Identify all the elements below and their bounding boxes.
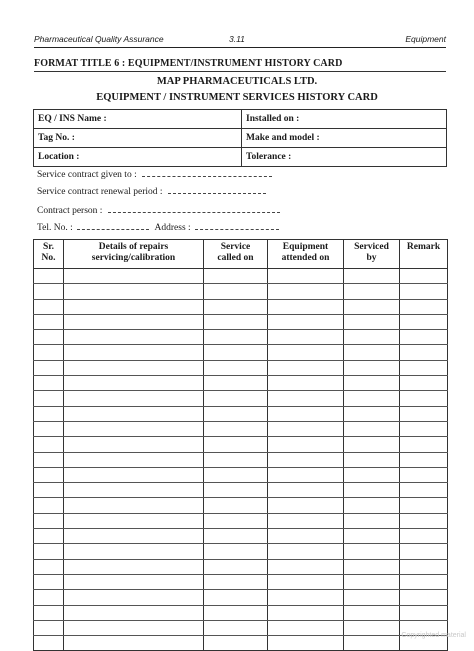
- table-cell[interactable]: [268, 544, 344, 559]
- table-cell[interactable]: [400, 559, 448, 574]
- table-cell[interactable]: [344, 544, 400, 559]
- table-cell[interactable]: [400, 330, 448, 345]
- col-header-serviced-by: [344, 240, 400, 269]
- table-cell[interactable]: [204, 529, 268, 544]
- table-cell[interactable]: [344, 406, 400, 421]
- table-row: [34, 269, 448, 284]
- table-row: [34, 452, 448, 467]
- table-cell[interactable]: [64, 559, 204, 574]
- table-cell[interactable]: [268, 376, 344, 391]
- col-header-remark: [400, 240, 448, 269]
- table-cell[interactable]: [268, 406, 344, 421]
- table-cell[interactable]: [34, 360, 64, 375]
- table-cell[interactable]: [344, 498, 400, 513]
- table-row: [34, 590, 448, 605]
- table-cell[interactable]: [400, 299, 448, 314]
- table-cell[interactable]: [64, 605, 204, 620]
- table-row: [34, 330, 448, 345]
- table-row: [34, 437, 448, 452]
- table-cell[interactable]: [34, 376, 64, 391]
- table-cell[interactable]: [204, 330, 268, 345]
- table-row: [34, 376, 448, 391]
- table-cell[interactable]: [204, 574, 268, 589]
- contract-person-line: [37, 203, 280, 216]
- table-cell[interactable]: [204, 314, 268, 329]
- title-rule: [34, 71, 446, 72]
- running-head-book-title: Pharmaceutical Quality Assurance: [34, 34, 164, 44]
- table-cell[interactable]: [400, 513, 448, 528]
- table-row: [34, 467, 448, 482]
- table-cell[interactable]: [344, 559, 400, 574]
- table-cell[interactable]: [204, 620, 268, 635]
- info-row: [34, 129, 447, 148]
- table-cell[interactable]: [64, 284, 204, 299]
- table-cell[interactable]: [268, 574, 344, 589]
- table-cell[interactable]: [268, 314, 344, 329]
- equipment-info-table: [33, 109, 447, 167]
- table-cell[interactable]: [34, 437, 64, 452]
- table-cell[interactable]: [268, 284, 344, 299]
- table-cell[interactable]: [268, 483, 344, 498]
- table-cell[interactable]: [64, 467, 204, 482]
- table-cell[interactable]: [204, 345, 268, 360]
- table-cell[interactable]: [204, 299, 268, 314]
- table-cell[interactable]: [34, 314, 64, 329]
- table-cell[interactable]: [268, 299, 344, 314]
- table-cell[interactable]: [64, 590, 204, 605]
- table-cell[interactable]: [64, 360, 204, 375]
- table-cell[interactable]: [34, 299, 64, 314]
- table-cell[interactable]: [204, 544, 268, 559]
- service-history-table: [33, 239, 448, 651]
- table-cell[interactable]: [64, 391, 204, 406]
- col-header-sr-no: [34, 240, 64, 269]
- table-cell[interactable]: [400, 529, 448, 544]
- card-title: EQUIPMENT / INSTRUMENT SERVICES HISTORY CARD: [96, 92, 378, 103]
- renewal-period-line: [37, 184, 266, 197]
- table-cell[interactable]: [64, 345, 204, 360]
- table-cell[interactable]: [268, 452, 344, 467]
- table-cell[interactable]: [34, 590, 64, 605]
- table-row: [34, 345, 448, 360]
- table-cell[interactable]: [344, 345, 400, 360]
- table-cell[interactable]: [64, 574, 204, 589]
- table-cell[interactable]: [268, 559, 344, 574]
- table-cell[interactable]: [268, 620, 344, 635]
- table-cell[interactable]: [204, 513, 268, 528]
- table-cell[interactable]: [34, 345, 64, 360]
- table-cell[interactable]: [204, 483, 268, 498]
- table-cell[interactable]: [34, 284, 64, 299]
- col-header-sr-no-line: Sr.: [42, 242, 54, 252]
- table-cell[interactable]: [344, 529, 400, 544]
- col-header-service-called-on-line: called on: [217, 253, 254, 263]
- table-cell[interactable]: [204, 467, 268, 482]
- running-head-chapter: Equipment: [405, 34, 446, 44]
- table-cell[interactable]: [34, 406, 64, 421]
- table-row: [34, 391, 448, 406]
- table-cell[interactable]: [400, 421, 448, 436]
- table-cell[interactable]: [34, 483, 64, 498]
- table-cell[interactable]: [400, 590, 448, 605]
- table-cell[interactable]: [204, 452, 268, 467]
- table-cell[interactable]: [268, 437, 344, 452]
- table-row: [34, 483, 448, 498]
- table-cell[interactable]: [344, 452, 400, 467]
- table-cell[interactable]: [268, 391, 344, 406]
- col-header-equipment-attended-on-line: Equipment: [282, 242, 329, 252]
- table-cell[interactable]: [34, 421, 64, 436]
- info-row: [34, 148, 447, 167]
- table-cell[interactable]: [400, 498, 448, 513]
- table-cell[interactable]: [64, 269, 204, 284]
- table-cell[interactable]: [204, 636, 268, 651]
- table-row: [34, 299, 448, 314]
- address-blank[interactable]: [195, 220, 279, 230]
- contract-person-blank[interactable]: [108, 203, 280, 213]
- table-cell[interactable]: [268, 467, 344, 482]
- table-cell[interactable]: [400, 605, 448, 620]
- col-header-remark-line: Remark: [406, 242, 441, 252]
- col-header-details: [64, 240, 204, 269]
- table-cell[interactable]: [204, 498, 268, 513]
- table-cell[interactable]: [64, 330, 204, 345]
- col-header-service-called-on: [204, 240, 268, 269]
- table-row: [34, 559, 448, 574]
- make-model-field[interactable]: Make and model :: [242, 129, 447, 148]
- col-header-service-called-on-line: Service: [220, 242, 251, 252]
- col-header-details-line: Details of repairs: [98, 242, 169, 252]
- table-cell[interactable]: [344, 421, 400, 436]
- installed-on-field[interactable]: Installed on :: [242, 110, 447, 129]
- address-label: Address :: [154, 223, 191, 233]
- table-cell[interactable]: [204, 269, 268, 284]
- table-row: [34, 513, 448, 528]
- table-row: [34, 360, 448, 375]
- table-cell[interactable]: [268, 590, 344, 605]
- table-cell[interactable]: [64, 529, 204, 544]
- table-cell[interactable]: [400, 544, 448, 559]
- table-cell[interactable]: [204, 437, 268, 452]
- table-cell[interactable]: [268, 498, 344, 513]
- table-row: [34, 406, 448, 421]
- table-cell[interactable]: [64, 406, 204, 421]
- eq-ins-name-field[interactable]: EQ / INS Name :: [34, 110, 242, 129]
- table-cell[interactable]: [34, 513, 64, 528]
- table-cell[interactable]: [344, 620, 400, 635]
- table-cell[interactable]: [34, 620, 64, 635]
- table-cell[interactable]: [268, 345, 344, 360]
- table-row: [34, 605, 448, 620]
- table-cell[interactable]: [400, 483, 448, 498]
- table-cell[interactable]: [344, 483, 400, 498]
- table-cell[interactable]: [400, 467, 448, 482]
- table-cell[interactable]: [64, 620, 204, 635]
- table-cell[interactable]: [204, 590, 268, 605]
- table-cell[interactable]: [34, 467, 64, 482]
- table-cell[interactable]: [400, 345, 448, 360]
- table-cell[interactable]: [400, 574, 448, 589]
- col-header-serviced-by-line: Serviced: [354, 242, 389, 252]
- table-cell[interactable]: [34, 498, 64, 513]
- table-cell[interactable]: [204, 421, 268, 436]
- col-header-serviced-by-line: by: [366, 253, 377, 263]
- table-cell[interactable]: [268, 529, 344, 544]
- running-head: [34, 34, 446, 48]
- table-cell[interactable]: [344, 467, 400, 482]
- table-cell[interactable]: [344, 284, 400, 299]
- service-contract-given-to-line: [37, 167, 272, 180]
- table-cell[interactable]: [34, 529, 64, 544]
- table-cell[interactable]: [34, 559, 64, 574]
- table-row: [34, 620, 448, 635]
- table-cell[interactable]: [400, 269, 448, 284]
- table-cell[interactable]: [64, 483, 204, 498]
- table-cell[interactable]: [34, 330, 64, 345]
- table-cell[interactable]: [344, 269, 400, 284]
- col-header-equipment-attended-on-line: attended on: [281, 253, 330, 263]
- table-cell[interactable]: [344, 437, 400, 452]
- table-cell[interactable]: [344, 314, 400, 329]
- table-cell[interactable]: [64, 421, 204, 436]
- table-cell[interactable]: [400, 314, 448, 329]
- table-cell[interactable]: [204, 284, 268, 299]
- table-cell[interactable]: [400, 406, 448, 421]
- table-row: [34, 574, 448, 589]
- contract-person-label: Contract person :: [37, 206, 103, 216]
- tel-no-label: Tel. No. :: [37, 223, 73, 233]
- col-header-details-line: servicing/calibration: [91, 253, 176, 263]
- table-cell[interactable]: [64, 299, 204, 314]
- table-cell[interactable]: [64, 314, 204, 329]
- history-header-row: [34, 240, 448, 269]
- table-row: [34, 421, 448, 436]
- col-header-equipment-attended-on: [268, 240, 344, 269]
- table-row: [34, 498, 448, 513]
- service-contract-given-to-blank[interactable]: [142, 167, 272, 177]
- table-cell[interactable]: [34, 605, 64, 620]
- table-cell[interactable]: [34, 269, 64, 284]
- renewal-period-label: Service contract renewal period :: [37, 187, 163, 197]
- info-row: [34, 110, 447, 129]
- table-cell[interactable]: [204, 605, 268, 620]
- table-cell[interactable]: [34, 391, 64, 406]
- table-row: [34, 284, 448, 299]
- table-cell[interactable]: [400, 284, 448, 299]
- table-cell[interactable]: [268, 269, 344, 284]
- table-cell[interactable]: [268, 513, 344, 528]
- table-cell[interactable]: [64, 376, 204, 391]
- company-name: MAP PHARMACEUTICALS LTD.: [156, 76, 318, 87]
- table-cell[interactable]: [344, 299, 400, 314]
- table-cell[interactable]: [64, 437, 204, 452]
- table-cell[interactable]: [344, 574, 400, 589]
- table-cell[interactable]: [400, 452, 448, 467]
- renewal-period-blank[interactable]: [168, 184, 266, 194]
- table-cell[interactable]: [64, 513, 204, 528]
- table-cell[interactable]: [344, 513, 400, 528]
- table-cell[interactable]: [400, 376, 448, 391]
- col-header-sr-no-line: No.: [41, 253, 56, 263]
- table-cell[interactable]: [344, 330, 400, 345]
- table-cell[interactable]: [400, 391, 448, 406]
- location-field[interactable]: Location :: [34, 148, 242, 167]
- header-rule: [34, 47, 446, 48]
- table-cell[interactable]: [64, 452, 204, 467]
- history-table-body: [34, 269, 448, 651]
- tel-no-blank[interactable]: [77, 220, 149, 230]
- tag-no-field[interactable]: Tag No. :: [34, 129, 242, 148]
- table-cell[interactable]: [34, 544, 64, 559]
- table-cell[interactable]: [34, 452, 64, 467]
- watermark: Copyrighted material: [401, 632, 466, 639]
- table-cell[interactable]: [204, 360, 268, 375]
- table-cell[interactable]: [204, 391, 268, 406]
- table-cell[interactable]: [64, 498, 204, 513]
- table-cell[interactable]: [344, 636, 400, 651]
- table-cell[interactable]: [204, 376, 268, 391]
- running-head-page-number: 3.11: [229, 34, 245, 44]
- table-cell[interactable]: [64, 636, 204, 651]
- table-cell[interactable]: [34, 636, 64, 651]
- table-row: [34, 636, 448, 651]
- table-cell[interactable]: [344, 360, 400, 375]
- table-cell[interactable]: [268, 421, 344, 436]
- table-row: [34, 314, 448, 329]
- table-cell[interactable]: [268, 605, 344, 620]
- format-title: FORMAT TITLE 6 : EQUIPMENT/INSTRUMENT HISTORY CARD: [34, 58, 343, 69]
- tel-address-line: [37, 220, 279, 233]
- table-cell[interactable]: [400, 437, 448, 452]
- table-cell[interactable]: [268, 330, 344, 345]
- table-cell[interactable]: [268, 636, 344, 651]
- table-cell[interactable]: [204, 406, 268, 421]
- tolerance-field[interactable]: Tolerance :: [242, 148, 447, 167]
- table-cell[interactable]: [34, 574, 64, 589]
- table-cell[interactable]: [400, 360, 448, 375]
- table-cell[interactable]: [204, 559, 268, 574]
- table-cell[interactable]: [344, 376, 400, 391]
- service-contract-given-to-label: Service contract given to :: [37, 170, 137, 180]
- table-row: [34, 529, 448, 544]
- table-cell[interactable]: [268, 360, 344, 375]
- table-cell[interactable]: [64, 544, 204, 559]
- table-cell[interactable]: [344, 590, 400, 605]
- table-row: [34, 544, 448, 559]
- table-cell[interactable]: [344, 391, 400, 406]
- table-cell[interactable]: [344, 605, 400, 620]
